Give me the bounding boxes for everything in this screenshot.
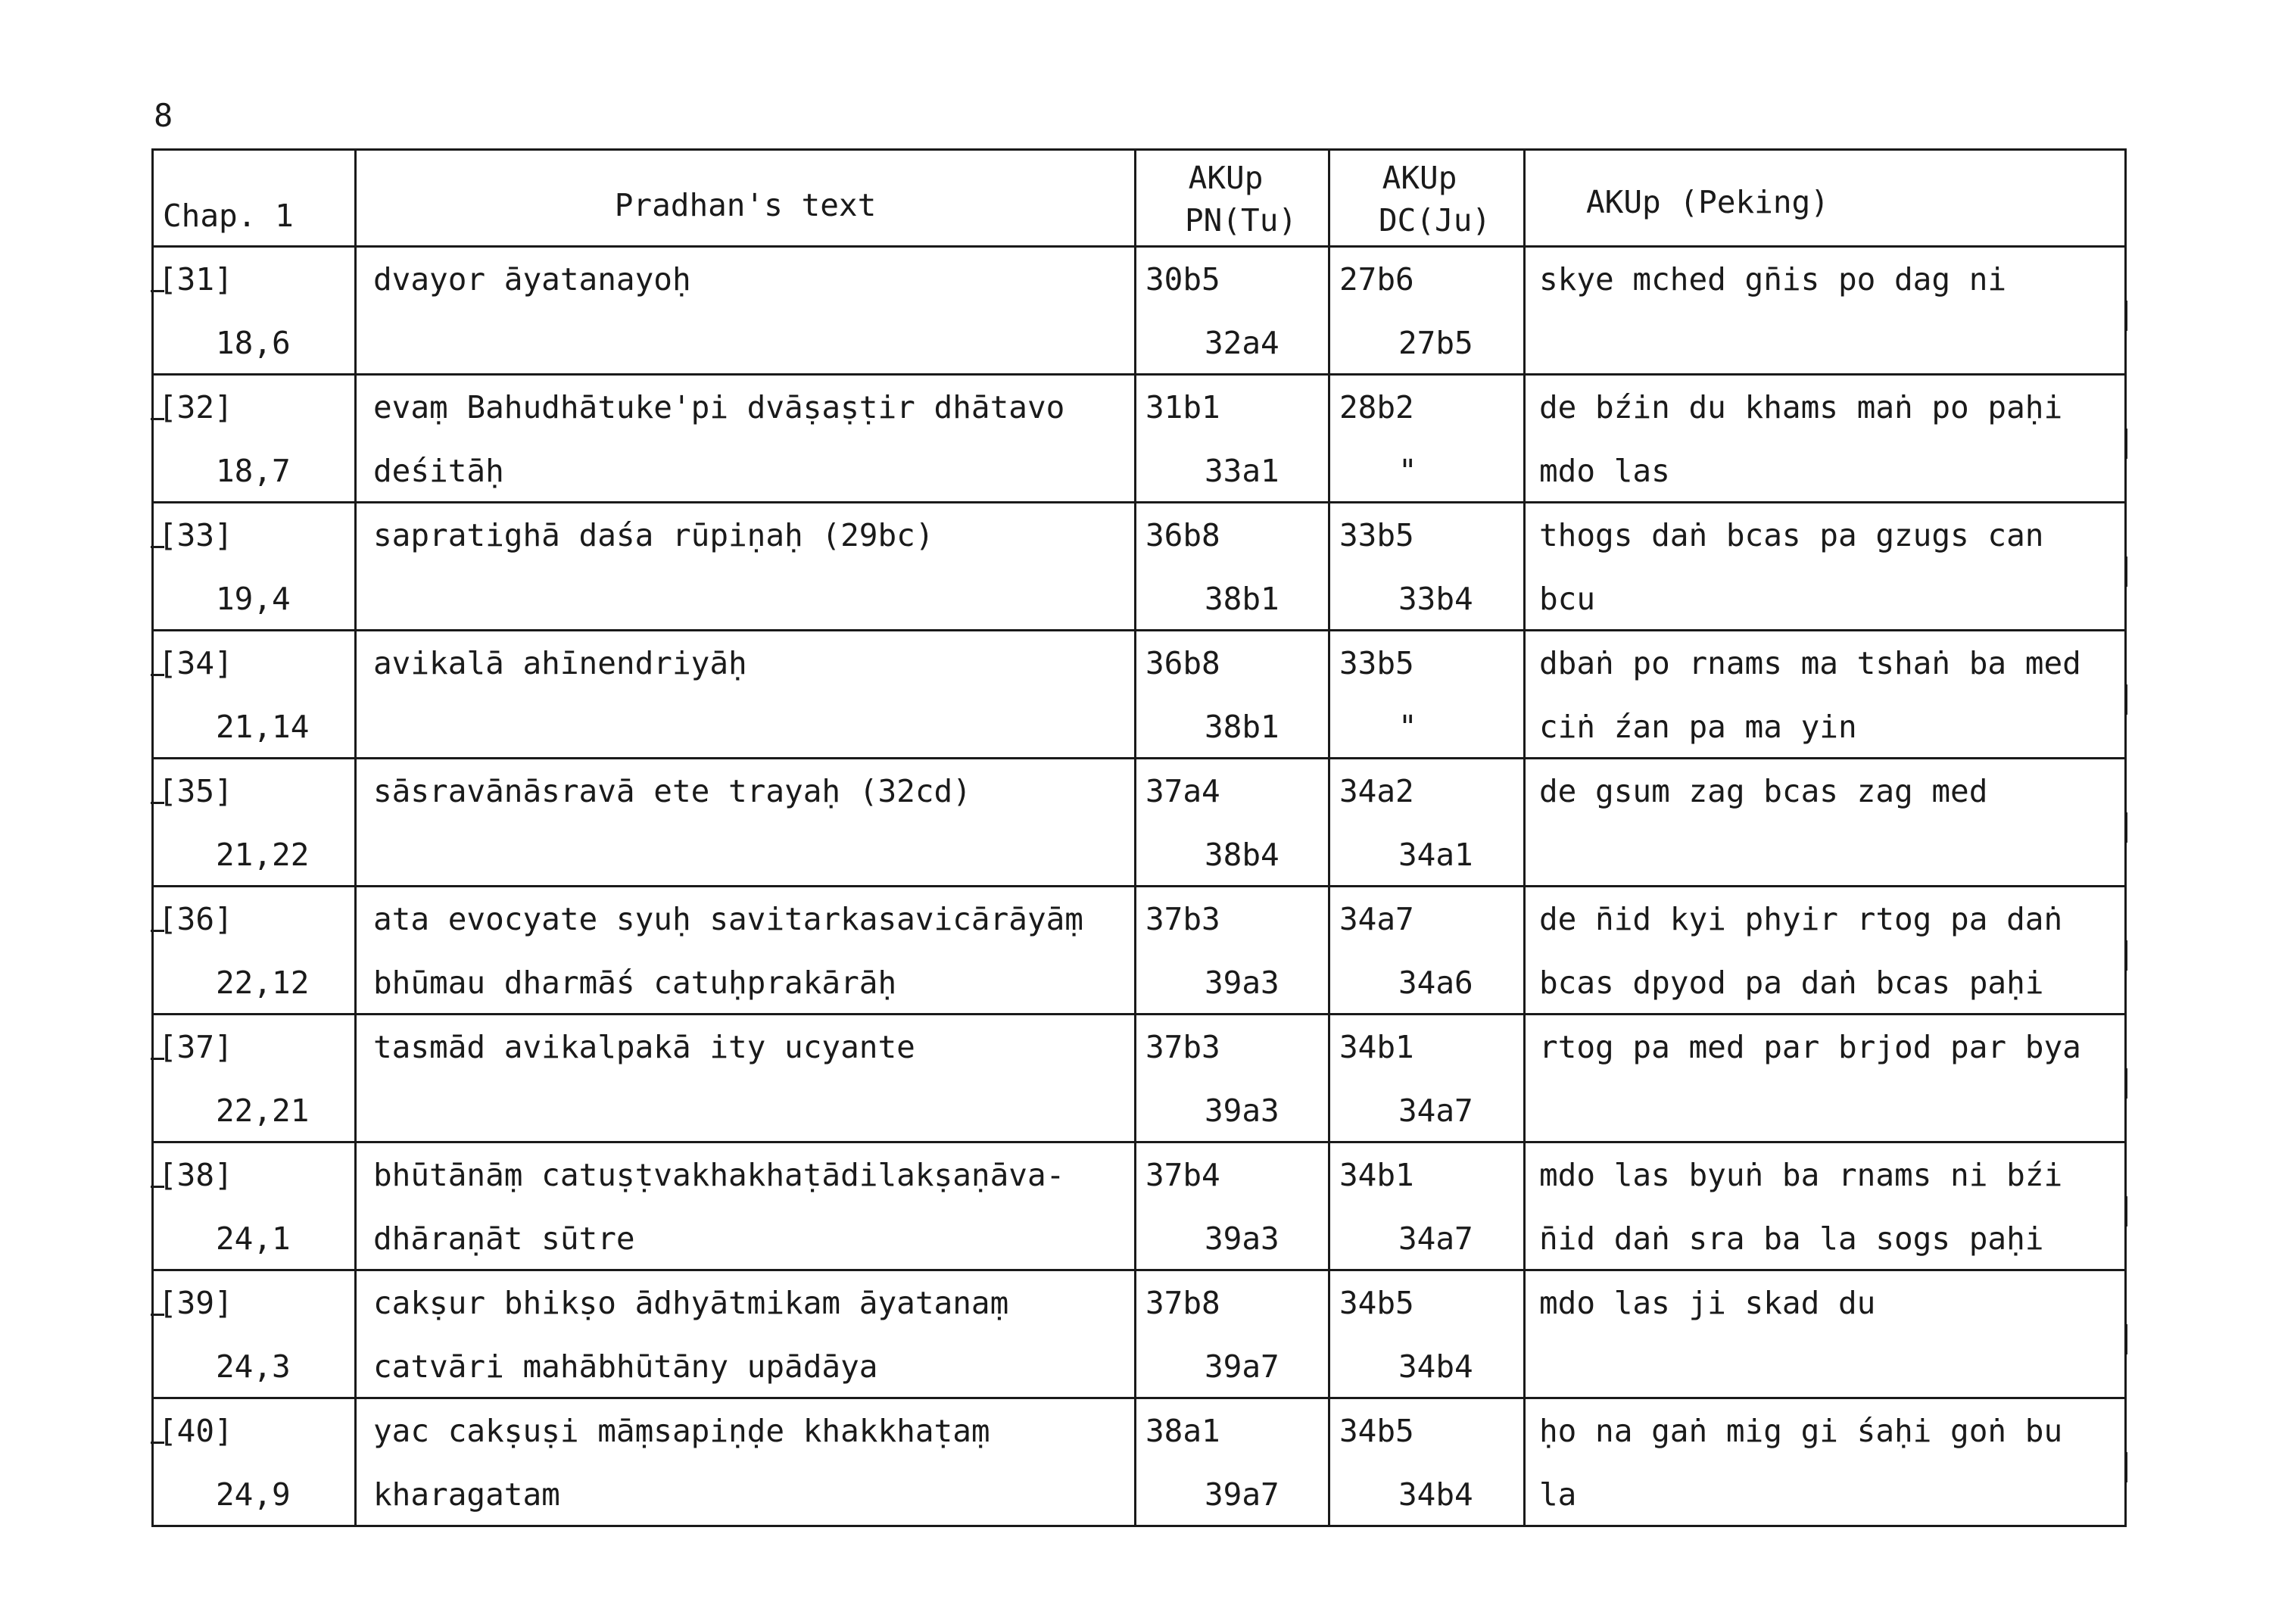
pradhan-cell (356, 631, 1136, 759)
header-row (153, 150, 2126, 247)
peking-line-1: de bźin du khams maṅ po paḥi (1539, 389, 2063, 425)
header-pradhan: Pradhan's text (356, 150, 1136, 247)
peking-cell (1525, 759, 2126, 887)
dc-ref-1: 34a7 (1339, 901, 1414, 937)
pradhan-line-2: bhūmau dharmāś catuḥprakārāḥ (373, 965, 897, 1001)
pradhan-line-1: evaṃ Bahudhātuke'pi dvāṣaṣṭir dhātavo (373, 389, 1065, 425)
peking-cell (1525, 375, 2126, 503)
pn-cell (1136, 1015, 1329, 1142)
pradhan-cell (356, 1142, 1136, 1270)
pradhan-cell (356, 1015, 1136, 1142)
pn-ref-1: 37a4 (1145, 773, 1220, 809)
pradhan-cell (356, 1270, 1136, 1398)
pradhan-line-1: dvayor āyatanayoḥ (373, 261, 691, 298)
dc-ref-2: 34b4 (1398, 1476, 1473, 1513)
pradhan-line-2: catvāri mahābhūtāny upādāya (373, 1348, 878, 1385)
peking-line-1: de n̄id kyi phyir rtog pa daṅ (1539, 901, 2063, 937)
pn-ref-2: 39a3 (1205, 1220, 1279, 1257)
dc-cell (1329, 247, 1525, 375)
pradhan-cell (356, 759, 1136, 887)
peking-line-2: la (1539, 1476, 1577, 1513)
dc-ref-1: 34b5 (1339, 1285, 1414, 1321)
dc-ref-1: 34b1 (1339, 1029, 1414, 1065)
pradhan-line-1: cakṣur bhikṣo ādhyātmikam āyatanaṃ (373, 1285, 1009, 1321)
dc-ref-2: 34a1 (1398, 837, 1473, 873)
entry-location: 21,14 (216, 709, 310, 745)
pradhan-cell (356, 375, 1136, 503)
peking-cell (1525, 1398, 2126, 1526)
entry-number: [36] (158, 901, 233, 937)
dc-cell (1329, 887, 1525, 1015)
chapter-cell (153, 1398, 356, 1526)
table-row (153, 1270, 2126, 1398)
entry-number: [37] (158, 1029, 233, 1065)
pradhan-line-1: bhūtānāṃ catuṣṭvakhakhaṭādilakṣaṇāva- (373, 1157, 1065, 1193)
dc-ref-2: 33b4 (1398, 581, 1473, 617)
entry-location: 24,1 (216, 1220, 291, 1257)
pn-ref-2: 38b4 (1205, 837, 1279, 873)
pn-ref-2: 33a1 (1205, 453, 1279, 489)
pn-ref-1: 36b8 (1145, 645, 1220, 681)
pn-ref-1: 31b1 (1145, 389, 1220, 425)
pn-cell (1136, 1270, 1329, 1398)
entry-location: 18,6 (216, 325, 291, 361)
dc-cell (1329, 631, 1525, 759)
peking-line-2: n̄id daṅ sra ba la sogs paḥi (1539, 1220, 2044, 1257)
chapter-cell (153, 1270, 356, 1398)
chapter-cell (153, 631, 356, 759)
entry-location: 22,12 (216, 965, 310, 1001)
pradhan-line-1: yac cakṣuṣi māṃsapiṇḍe khakkhaṭaṃ (373, 1413, 990, 1449)
entry-number: [31] (158, 261, 233, 298)
pradhan-cell (356, 503, 1136, 631)
peking-cell (1525, 887, 2126, 1015)
header-dc-ju: AKUp DC(Ju) (1329, 150, 1525, 247)
dc-cell (1329, 1270, 1525, 1398)
table-row (153, 247, 2126, 375)
pn-cell (1136, 1142, 1329, 1270)
pradhan-line-1: tasmād avikalpakā ity ucyante (373, 1029, 915, 1065)
peking-line-1: de gsum zag bcas zag med (1539, 773, 1988, 809)
peking-cell (1525, 1142, 2126, 1270)
header-pn-tu: AKUp PN(Tu) (1136, 150, 1329, 247)
pradhan-line-1: avikalā ahīnendriyāḥ (373, 645, 747, 681)
dc-cell (1329, 759, 1525, 887)
peking-cell (1525, 1270, 2126, 1398)
peking-line-2: bcu (1539, 581, 1596, 617)
dc-ref-2: 34a7 (1398, 1220, 1473, 1257)
chapter-cell (153, 1142, 356, 1270)
pn-ref-2: 38b1 (1205, 581, 1279, 617)
dc-cell (1329, 375, 1525, 503)
pn-cell (1136, 1398, 1329, 1526)
dc-ref-1: 27b6 (1339, 261, 1414, 298)
table-row (153, 1142, 2126, 1270)
dc-ref-1: 33b5 (1339, 517, 1414, 553)
dc-ref-2: 34b4 (1398, 1348, 1473, 1385)
pradhan-line-1: sapratighā daśa rūpiṇaḥ (29bc) (373, 517, 934, 553)
pradhan-line-2: deśitāḥ (373, 453, 504, 489)
dc-ref-2: " (1398, 453, 1417, 489)
peking-cell (1525, 631, 2126, 759)
pn-ref-1: 37b3 (1145, 1029, 1220, 1065)
entry-location: 24,3 (216, 1348, 291, 1385)
chapter-cell (153, 503, 356, 631)
pn-ref-2: 39a3 (1205, 965, 1279, 1001)
dc-ref-1: 28b2 (1339, 389, 1414, 425)
header-chap: Chap. 1 (153, 150, 356, 247)
entry-number: [34] (158, 645, 233, 681)
pn-ref-1: 36b8 (1145, 517, 1220, 553)
entry-location: 22,21 (216, 1093, 310, 1129)
pn-cell (1136, 631, 1329, 759)
table-row (153, 631, 2126, 759)
dc-cell (1329, 503, 1525, 631)
pn-cell (1136, 759, 1329, 887)
pn-cell (1136, 375, 1329, 503)
entry-number: [35] (158, 773, 233, 809)
pradhan-line-2: kharagatam (373, 1476, 560, 1513)
table-row (153, 1015, 2126, 1142)
entry-location: 18,7 (216, 453, 291, 489)
dc-cell (1329, 1398, 1525, 1526)
dc-ref-2: 27b5 (1398, 325, 1473, 361)
entry-location: 24,9 (216, 1476, 291, 1513)
pradhan-cell (356, 1398, 1136, 1526)
entry-number: [39] (158, 1285, 233, 1321)
table-row (153, 759, 2126, 887)
dc-ref-2: 34a7 (1398, 1093, 1473, 1129)
pradhan-line-2: dhāraṇāt sūtre (373, 1220, 635, 1257)
dc-ref-2: " (1398, 709, 1417, 745)
dc-cell (1329, 1015, 1525, 1142)
peking-line-2: bcas dpyod pa daṅ bcas paḥi (1539, 965, 2044, 1001)
dc-ref-1: 34b1 (1339, 1157, 1414, 1193)
pn-ref-1: 30b5 (1145, 261, 1220, 298)
peking-line-1: skye mched gn̄is po dag ni (1539, 261, 2007, 298)
pradhan-line-1: sāsravānāsravā ete trayaḥ (32cd) (373, 773, 971, 809)
chapter-cell (153, 1015, 356, 1142)
peking-cell (1525, 1015, 2126, 1142)
pn-ref-1: 38a1 (1145, 1413, 1220, 1449)
page-number: 8 (154, 97, 173, 134)
peking-cell (1525, 247, 2126, 375)
peking-cell (1525, 503, 2126, 631)
peking-line-1: rtog pa med par brjod par bya (1539, 1029, 2081, 1065)
dc-ref-1: 34b5 (1339, 1413, 1414, 1449)
peking-line-2: ciṅ źan pa ma yin (1539, 709, 1857, 745)
pn-ref-2: 39a7 (1205, 1476, 1279, 1513)
pn-ref-1: 37b8 (1145, 1285, 1220, 1321)
peking-line-1: thogs daṅ bcas pa gzugs can (1539, 517, 2044, 553)
entry-number: [33] (158, 517, 233, 553)
entry-location: 19,4 (216, 581, 291, 617)
dc-ref-2: 34a6 (1398, 965, 1473, 1001)
dc-ref-1: 34a2 (1339, 773, 1414, 809)
chapter-cell (153, 887, 356, 1015)
peking-line-2: mdo las (1539, 453, 1670, 489)
pn-cell (1136, 247, 1329, 375)
peking-line-1: mdo las byuṅ ba rnams ni bźi (1539, 1157, 2063, 1193)
peking-line-1: ḥo na gaṅ mig gi śaḥi goṅ bu (1539, 1413, 2063, 1449)
chapter-cell (153, 247, 356, 375)
concordance-table (151, 148, 2127, 1527)
entry-number: [32] (158, 389, 233, 425)
pn-ref-1: 37b4 (1145, 1157, 1220, 1193)
table-row (153, 887, 2126, 1015)
chapter-cell (153, 375, 356, 503)
entry-number: [40] (158, 1413, 233, 1449)
pn-cell (1136, 887, 1329, 1015)
pn-ref-2: 38b1 (1205, 709, 1279, 745)
pn-cell (1136, 503, 1329, 631)
pn-ref-2: 39a3 (1205, 1093, 1279, 1129)
table-row (153, 375, 2126, 503)
pn-ref-2: 32a4 (1205, 325, 1279, 361)
table-row (153, 503, 2126, 631)
pn-ref-1: 37b3 (1145, 901, 1220, 937)
table-row (153, 1398, 2126, 1526)
peking-line-1: dbaṅ po rnams ma tshaṅ ba med (1539, 645, 2081, 681)
chapter-cell (153, 759, 356, 887)
dc-ref-1: 33b5 (1339, 645, 1414, 681)
entry-location: 21,22 (216, 837, 310, 873)
pn-ref-2: 39a7 (1205, 1348, 1279, 1385)
pradhan-line-1: ata evocyate syuḥ savitarkasavicārāyāṃ (373, 901, 1083, 937)
entry-number: [38] (158, 1157, 233, 1193)
dc-cell (1329, 1142, 1525, 1270)
pradhan-cell (356, 247, 1136, 375)
header-peking: AKUp (Peking) (1525, 150, 2126, 247)
pradhan-cell (356, 887, 1136, 1015)
peking-line-1: mdo las ji skad du (1539, 1285, 1876, 1321)
